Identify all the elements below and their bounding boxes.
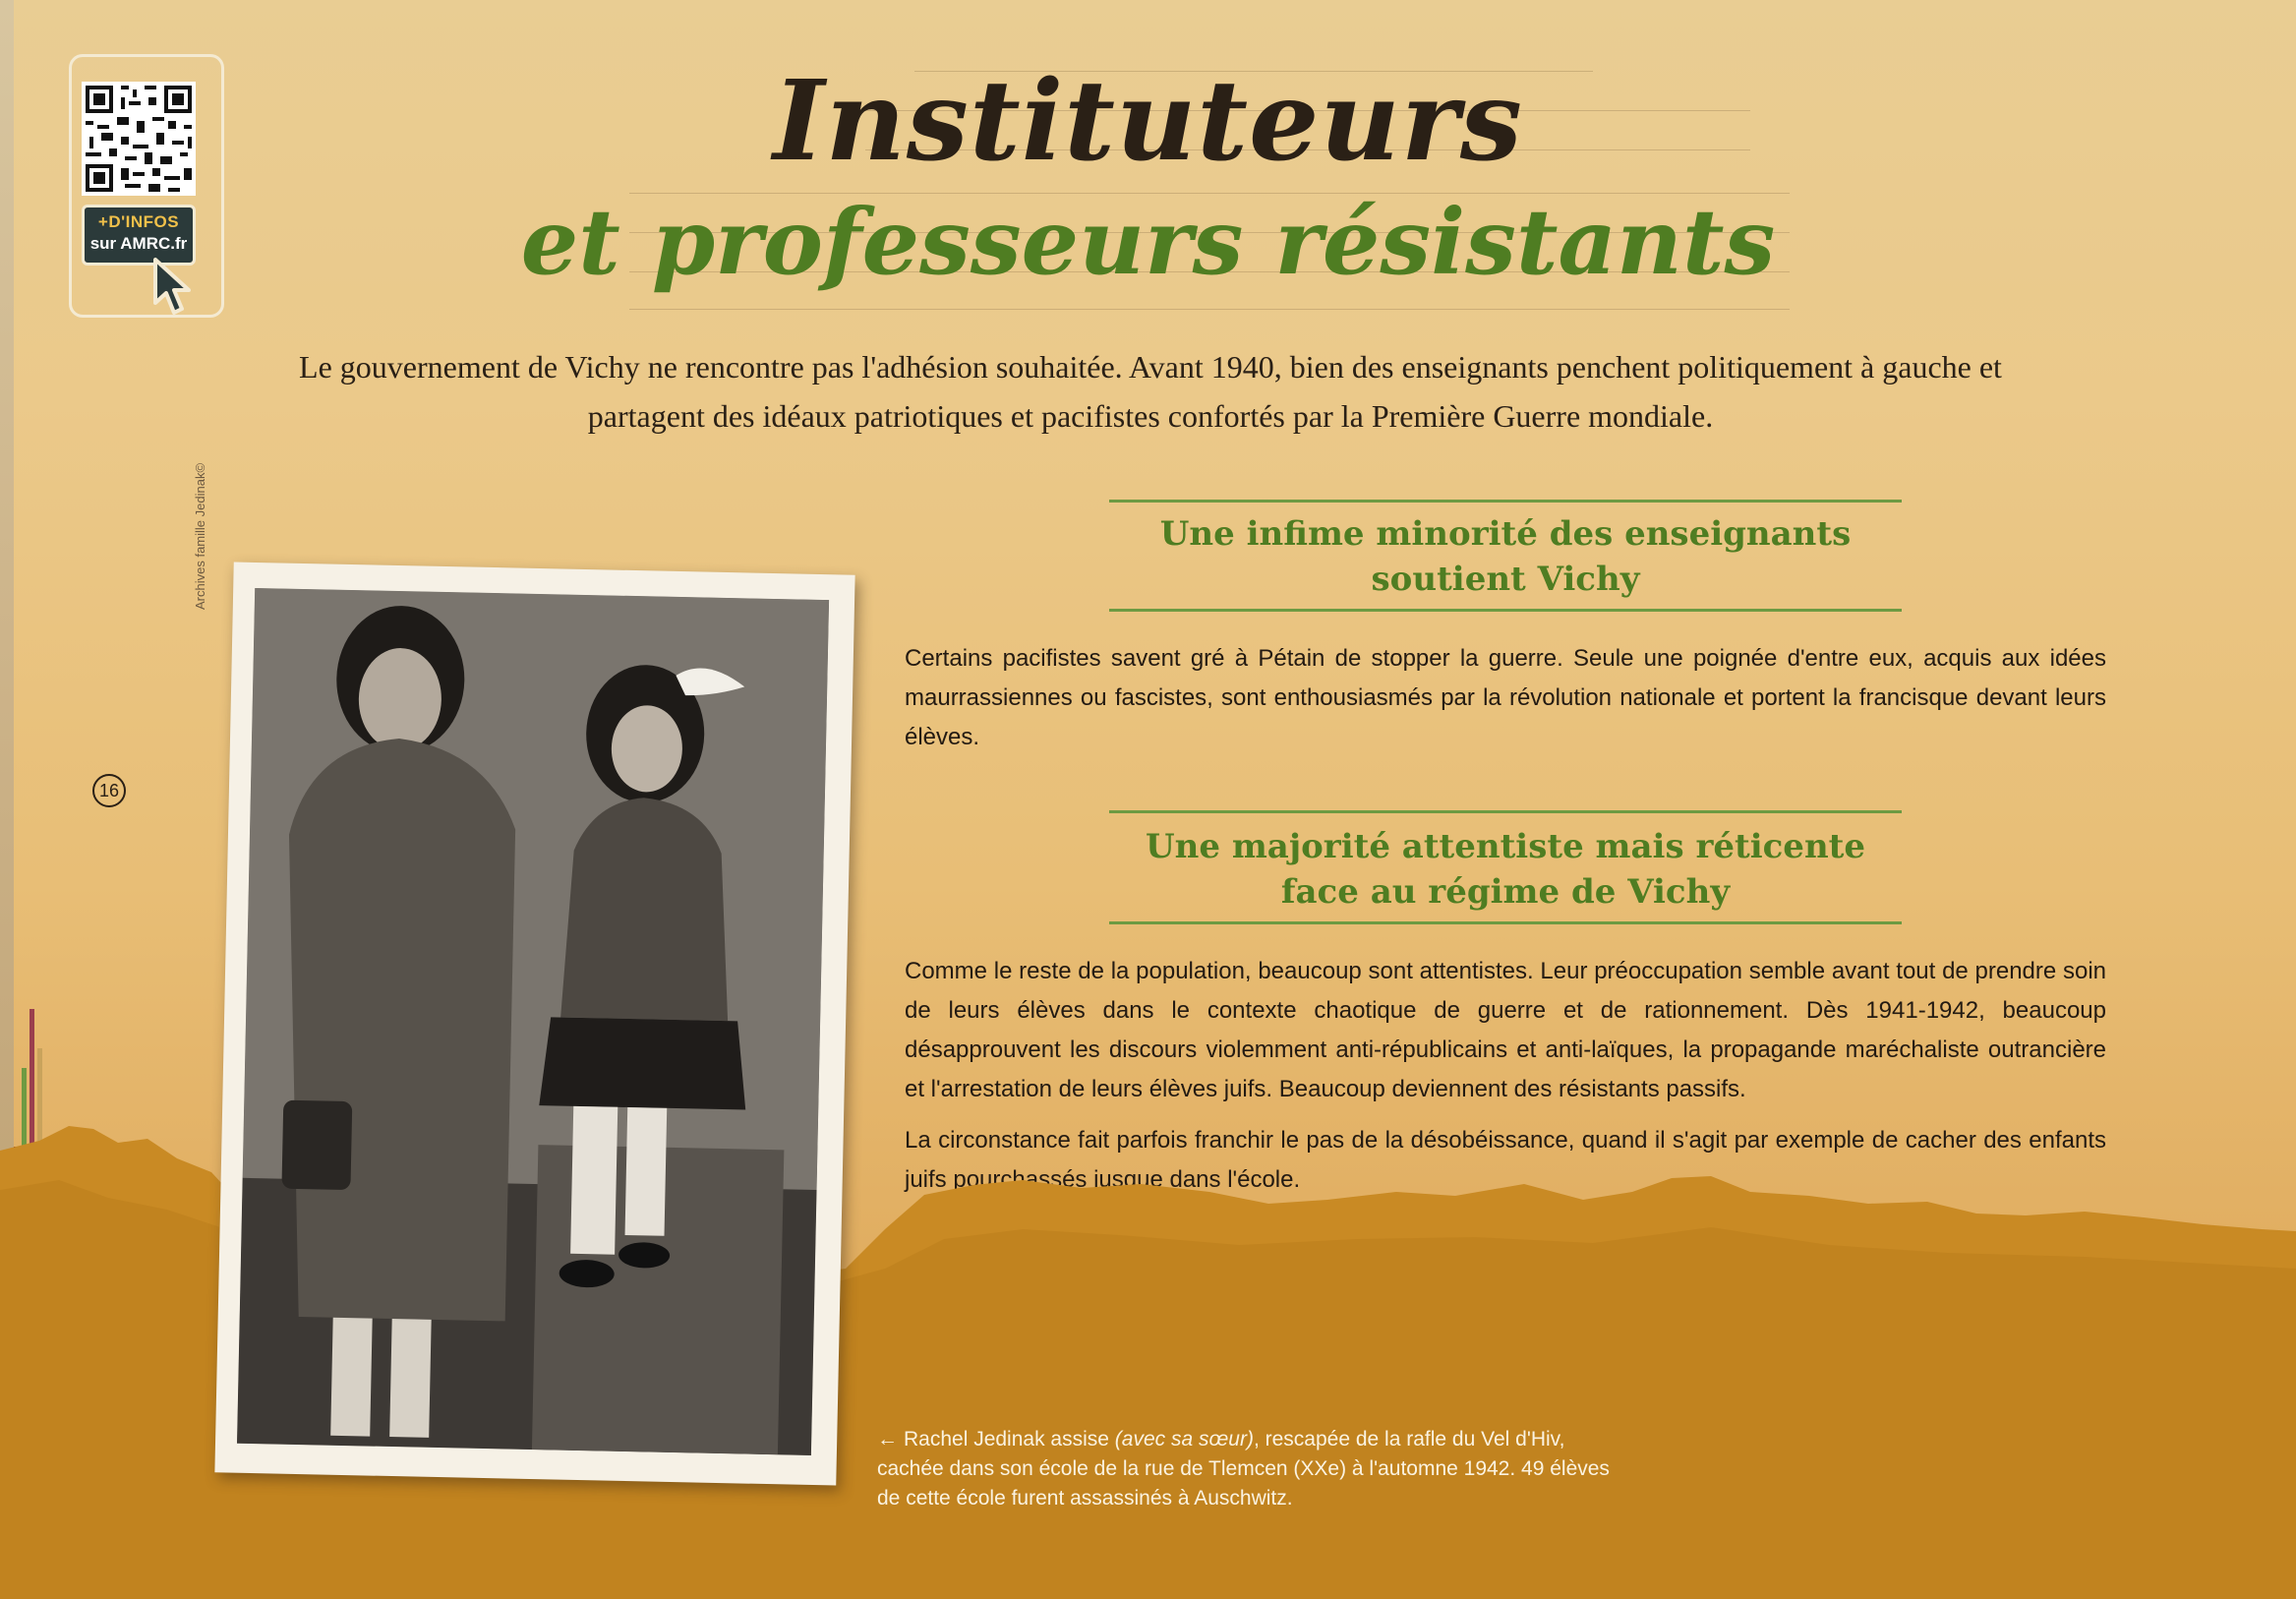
caption-italic: (avec sa sœur) bbox=[1114, 1428, 1254, 1451]
section-divider bbox=[1109, 810, 1902, 813]
photo-credit: Archives famille Jedinak© bbox=[193, 462, 207, 610]
photo-frame bbox=[214, 562, 854, 1485]
ruling-line bbox=[629, 309, 1790, 310]
page-number: 16 bbox=[92, 774, 126, 807]
website-label: sur AMRC.fr bbox=[89, 234, 188, 253]
section-paragraph: Comme le reste de la population, beaucoup sont attentistes. Leur préoccupation semble avant tout de prendre soin de leurs élèves dans le contexte chaotique de guerre et de rationnement. Dès 1941-1942, beaucoup désapprouvent les discours violemment anti-républicains et anti-laïques, la propagande maréchaliste outrancière et l'arrestation de leurs élèves juifs. Beaucoup deviennent des résistants passifs. bbox=[905, 958, 2106, 1102]
section-title: Une majorité attentiste mais réticente face au régime de Vichy bbox=[1145, 827, 1865, 912]
section-title: Une infime minorité des enseignants soutient Vichy bbox=[1159, 514, 1852, 599]
intro-paragraph: Le gouvernement de Vichy ne rencontre pas l'adhésion souhaitée. Avant 1940, bien des enseignants penchent politiquement à gauche et partagent des idéaux patriotiques et pacifistes confortés par la Première Guerre mondiale. bbox=[299, 349, 2002, 434]
section-divider bbox=[1109, 921, 1902, 924]
section-paragraph: La circonstance fait parfois franchir le pas de la désobéissance, quand il s'agit par exemple de cacher des enfants juifs pourchassés jusque dans l'école. bbox=[905, 1127, 2106, 1193]
section-divider bbox=[1109, 609, 1902, 612]
section-paragraph: Certains pacifistes savent gré à Pétain de stopper la guerre. Seule une poignée d'entre eux, acquis aux idées maurrassiennes ou fascistes, sont enthousiasmés par la révolution nationale et portent la francisque devant leurs élèves. bbox=[905, 645, 2106, 750]
caption-text: Rachel Jedinak assise bbox=[904, 1428, 1115, 1451]
section-divider bbox=[1109, 500, 1902, 503]
more-info-label: +D'INFOS bbox=[97, 212, 180, 231]
page-title: Instituteurs bbox=[773, 57, 1523, 186]
caption-text: , rescapée de la rafle du Vel d'Hiv, cachée dans son école de la rue de Tlemcen (XXe) à l'automne 1942. 49 élèves de cette école furent assassinés à Auschwitz. bbox=[877, 1428, 1610, 1510]
photo-caption bbox=[877, 1425, 1624, 1513]
arrow-left-icon: ← bbox=[877, 1428, 898, 1451]
portrait-photo bbox=[237, 588, 829, 1455]
page-subtitle: et professeurs résistants bbox=[520, 189, 1776, 295]
